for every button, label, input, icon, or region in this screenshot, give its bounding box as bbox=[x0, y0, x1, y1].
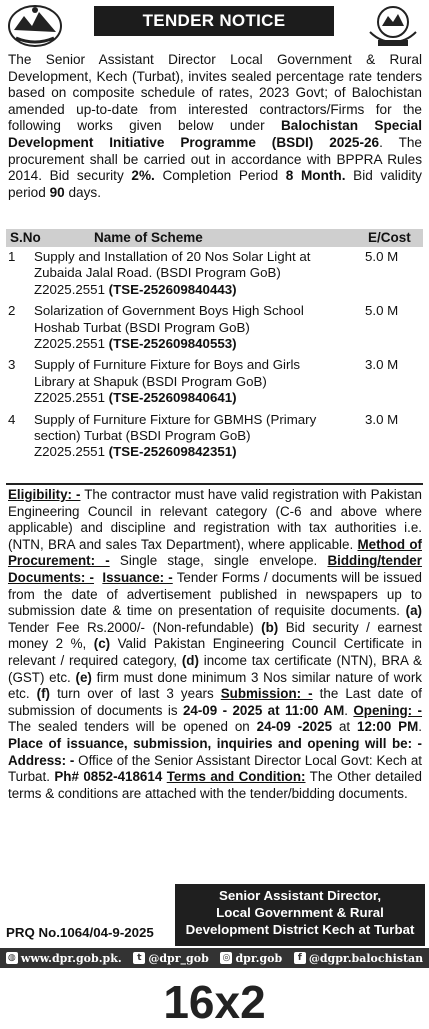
column-header-cost: E/Cost bbox=[368, 230, 411, 245]
item-e: (e) bbox=[75, 669, 92, 685]
terms-section bbox=[8, 487, 422, 802]
signature-line-2: Local Government & Rural bbox=[216, 905, 384, 920]
item-f-text: turn over of last 3 years bbox=[50, 686, 214, 702]
item-c-text: Valid Pakistan Engineering Council Certificate in relevant / required category, bbox=[8, 636, 422, 668]
scheme-table bbox=[6, 249, 423, 466]
twitter-icon: t bbox=[133, 952, 145, 964]
opening-time: 12:00 PM bbox=[357, 719, 419, 735]
tse-number: (TSE-252609840553) bbox=[108, 336, 237, 352]
submission-text-end: . bbox=[344, 702, 354, 718]
tse-number: (TSE-252609842351) bbox=[108, 444, 237, 460]
completion-period-value: 8 Month. bbox=[285, 168, 346, 184]
globe-icon: ◍ bbox=[6, 952, 18, 964]
intro-text-5: days. bbox=[64, 184, 101, 200]
issuance-label: Issuance: - bbox=[102, 569, 173, 585]
instagram-text: dpr.gob bbox=[235, 951, 283, 965]
terms-condition-text: The Other detailed terms & conditions are attached with the tender/bidding documents. bbox=[8, 769, 422, 801]
scheme-text: Solarization of Government Boys High School Hoshab Turbat (BSDI Program GoB) Z2025.2551 bbox=[34, 303, 304, 352]
footer-twitter[interactable] bbox=[133, 952, 208, 965]
signature-line-3: Development District Kech at Turbat bbox=[185, 922, 415, 937]
row-number: 3 bbox=[8, 357, 16, 373]
opening-text-end: . bbox=[418, 719, 422, 735]
intro-text-4: Bid validity period bbox=[8, 168, 422, 200]
opening-text: The sealed tenders will be opened on bbox=[8, 719, 257, 735]
column-header-scheme: Name of Scheme bbox=[94, 230, 203, 245]
tse-number: (TSE-252609840641) bbox=[108, 390, 237, 406]
place-text: Office of the Senior Assistant Director Local Govt: Kech at Turbat. bbox=[8, 752, 422, 785]
balochistan-emblem-icon bbox=[6, 2, 64, 48]
government-crest-icon bbox=[364, 2, 422, 48]
item-b-text: Bid security / earnest money 2 %, bbox=[8, 619, 422, 652]
opening-label: Opening: - bbox=[353, 702, 423, 718]
method-text: Single stage, single envelope. bbox=[109, 553, 318, 569]
scheme-description bbox=[34, 357, 324, 406]
terms-condition-label: Terms and Condition: bbox=[166, 769, 306, 785]
divider bbox=[6, 483, 423, 485]
facebook-icon: f bbox=[294, 952, 306, 964]
page-title: TENDER NOTICE bbox=[94, 6, 334, 36]
scheme-description bbox=[34, 249, 324, 298]
twitter-text: @dpr_gob bbox=[148, 951, 209, 965]
column-header-sno: S.No bbox=[10, 230, 41, 245]
item-c: (c) bbox=[93, 636, 111, 652]
estimated-cost: 5.0 M bbox=[365, 303, 399, 319]
table-row bbox=[6, 357, 423, 406]
submission-date: 24-09 - 2025 at 11:00 AM bbox=[182, 702, 345, 718]
footer-facebook[interactable] bbox=[294, 952, 423, 965]
row-number: 2 bbox=[8, 303, 16, 319]
signature-line-1: Senior Assistant Director, bbox=[218, 888, 382, 903]
estimated-cost: 5.0 M bbox=[365, 249, 399, 264]
intro-text-1: The Senior Assistant Director Local Government & Rural Development, Kech (Turbat), invites sealed percentage rate tenders based on composite schedule of rates, 2023 Govt; of Balochistan amended up-to-date from interested contractors/Firms for the following works given below under bbox=[8, 52, 422, 134]
item-a-text: Tender Fee Rs.2000/- (Non-refundable) bbox=[8, 619, 262, 635]
method-label: Method of Procurement: - bbox=[8, 536, 422, 569]
place-label: Place of issuance, submission, inquiries and opening will be: - Address: - bbox=[8, 735, 422, 768]
scheme-text: Supply of Furniture Fixture for Boys and Girls Library at Shapuk (BSDI Program GoB) Z2025.2551 bbox=[34, 357, 301, 406]
instagram-icon: ◎ bbox=[220, 952, 232, 964]
footer-bar bbox=[0, 948, 429, 968]
item-d: (d) bbox=[181, 652, 199, 668]
scheme-text: Supply and Installation of 20 Nos Solar Light at Zubaida Jalal Road. (BSDI Program GoB) Z2025.2551 bbox=[34, 249, 311, 297]
item-f: (f) bbox=[36, 686, 51, 702]
row-number: 1 bbox=[8, 249, 16, 264]
footer-instagram[interactable] bbox=[220, 952, 282, 965]
bid-security-value: 2%. bbox=[131, 168, 155, 184]
website-text: www.dpr.gob.pk. bbox=[20, 951, 122, 965]
bidding-text: Tender Forms / documents will be issued from the date of advertisement published in newspapers up to submission date & time on presentation of requisite documents. bbox=[8, 569, 422, 619]
eligibility-label: Eligibility: - bbox=[8, 487, 81, 502]
programme-name: Balochistan Special Development Initiative Programme (BSDI) 2025-26 bbox=[8, 118, 422, 150]
table-row bbox=[6, 412, 423, 461]
ad-size-label: 16x2 bbox=[163, 976, 266, 1028]
intro-paragraph bbox=[8, 52, 422, 201]
estimated-cost: 3.0 M bbox=[365, 411, 399, 427]
opening-date: 24-09 -2025 bbox=[256, 719, 333, 735]
row-number: 4 bbox=[8, 411, 16, 427]
footer-website[interactable] bbox=[6, 952, 122, 965]
table-row bbox=[6, 249, 423, 298]
header bbox=[0, 0, 429, 54]
eligibility-text: The contractor must have valid registration with Pakistan Engineering Council in relevant category (C-6 and above where applicable) and discipline and registration with tax authorities i.e. (NTN, BRA and sales Tax Department), where applicable. bbox=[8, 487, 422, 552]
facebook-text: @dgpr.balochistan bbox=[308, 951, 424, 965]
bid-validity-value: 90 bbox=[49, 184, 65, 200]
phone-number: Ph# 0852-418614 bbox=[54, 769, 163, 785]
prq-number: PRQ No.1064/04-9-2025 bbox=[6, 925, 154, 940]
item-d-text: income tax certificate (NTN), BRA & (GST) etc. bbox=[8, 652, 422, 685]
intro-text-2: . The procurement shall be carried out in accordance with BPPRA Rules 2014. Bid security bbox=[8, 134, 422, 184]
signature-block bbox=[175, 884, 425, 946]
intro-text-3: Completion Period bbox=[154, 168, 286, 184]
scheme-description bbox=[34, 303, 324, 352]
submission-text: the Last date of submission of documents is bbox=[8, 686, 422, 718]
table-header bbox=[6, 229, 423, 247]
submission-label: Submission: - bbox=[220, 686, 313, 702]
scheme-text: Supply of Furniture Fixture for GBMHS (Primary section) Turbat (BSDI Program GoB) Z2025.2551 bbox=[34, 411, 317, 460]
bidding-label: Bidding/tender Documents: - bbox=[8, 553, 422, 585]
tse-number: (TSE-252609840443) bbox=[108, 281, 237, 297]
opening-text-at: at bbox=[332, 719, 358, 735]
estimated-cost: 3.0 M bbox=[365, 357, 399, 373]
item-b: (b) bbox=[261, 619, 279, 635]
item-a: (a) bbox=[405, 603, 422, 619]
table-row bbox=[6, 303, 423, 352]
item-e-text: firm must done minimum 3 Nos similar nature of work etc. bbox=[8, 669, 422, 702]
scheme-description bbox=[34, 412, 324, 461]
